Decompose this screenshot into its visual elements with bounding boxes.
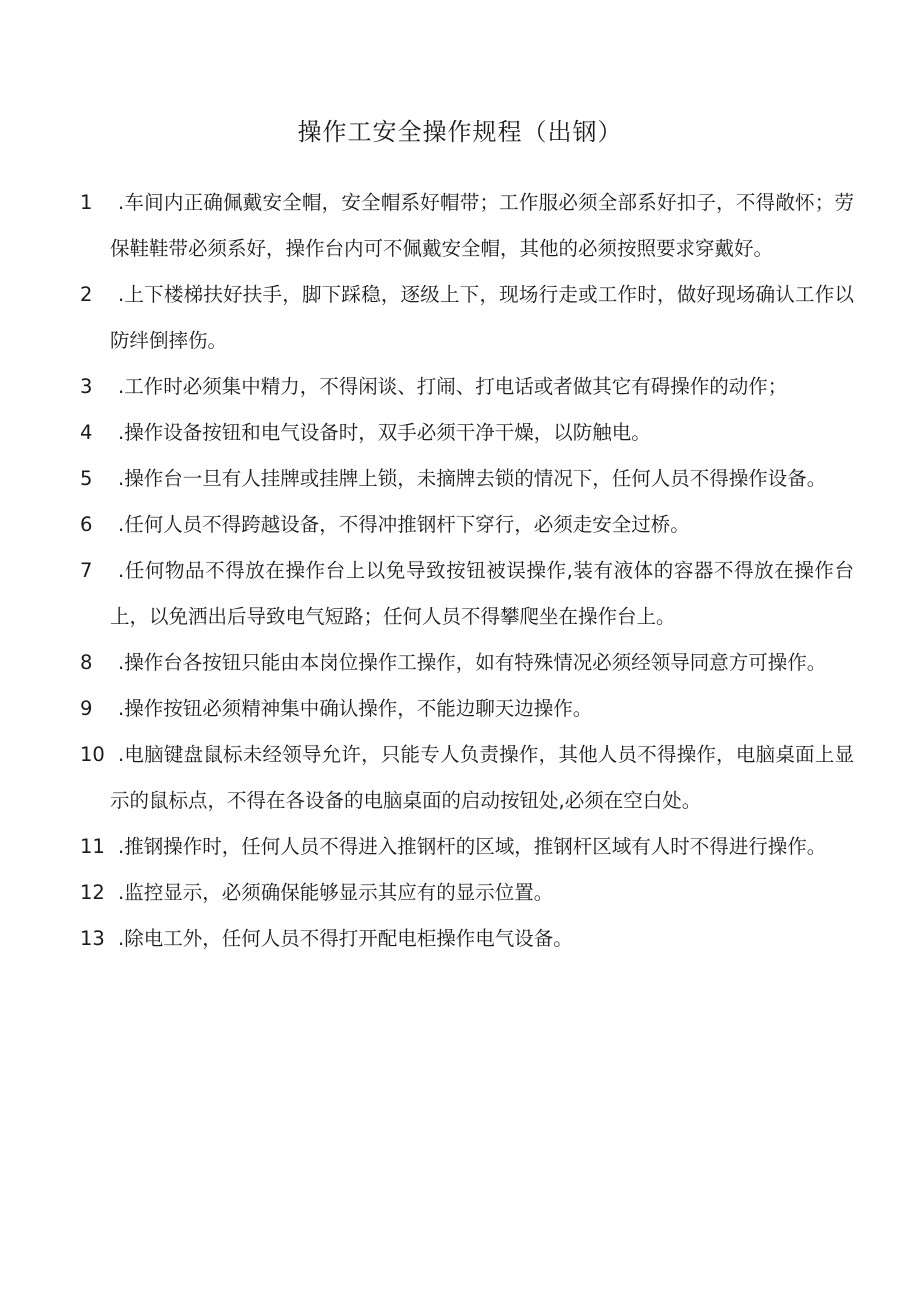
rule-item-5 [80, 456, 860, 502]
rule-text: .除电工外，任何人员不得打开配电柜操作电气设备。 [118, 927, 573, 950]
rule-item-1 [80, 180, 860, 272]
rule-number: 8 [80, 651, 93, 674]
rule-item-10 [80, 732, 860, 824]
rule-text: .监控显示，必须确保能够显示其应有的显示位置。 [118, 881, 554, 904]
rule-number: 13 [80, 927, 105, 950]
rule-number: 7 [80, 559, 93, 582]
rule-text: .操作台一旦有人挂牌或挂牌上锁，未摘牌去锁的情况下，任何人员不得操作设备。 [118, 467, 827, 490]
rule-text: .操作设备按钮和电气设备时，双手必须干净干燥，以防触电。 [118, 421, 651, 444]
rule-text: .任何物品不得放在操作台上以免导致按钮被误操作,装有液体的容器不得放在操作台上，以免洒出后导致电气短路；任何人员不得攀爬坐在操作台上。 [110, 559, 854, 628]
rule-item-3 [80, 364, 860, 410]
rule-item-12 [80, 870, 860, 916]
rule-number: 9 [80, 697, 93, 720]
rule-number: 10 [80, 743, 105, 766]
rule-text: .操作按钮必须精神集中确认操作，不能边聊天边操作。 [118, 697, 593, 720]
rule-text: .推钢操作时，任何人员不得进入推钢杆的区域，推钢杆区域有人时不得进行操作。 [118, 835, 827, 858]
rules-list [80, 180, 860, 962]
rule-item-8 [80, 640, 860, 686]
rule-number: 4 [80, 421, 93, 444]
rule-number: 11 [80, 835, 105, 858]
rule-item-11 [80, 824, 860, 870]
rule-number: 12 [80, 881, 105, 904]
rule-text: .操作台各按钮只能由本岗位操作工操作，如有特殊情况必须经领导同意方可操作。 [118, 651, 827, 674]
rule-item-2 [80, 272, 860, 364]
rule-number: 3 [80, 375, 93, 398]
rule-item-6 [80, 502, 860, 548]
rule-text: .电脑键盘鼠标未经领导允许，只能专人负责操作，其他人员不得操作，电脑桌面上显示的鼠标点，不得在各设备的电脑桌面的启动按钮处,必须在空白处。 [110, 743, 854, 812]
rule-item-7 [80, 548, 860, 640]
rule-item-9 [80, 686, 860, 732]
rule-number: 2 [80, 283, 93, 306]
rule-text: .车间内正确佩戴安全帽，安全帽系好帽带；工作服必须全部系好扣子，不得敞怀；劳保鞋鞋带必须系好，操作台内可不佩戴安全帽，其他的必须按照要求穿戴好。 [110, 191, 854, 260]
rule-item-4 [80, 410, 860, 456]
rule-text: .上下楼梯扶好扶手，脚下踩稳，逐级上下，现场行走或工作时，做好现场确认工作以防绊倒摔伤。 [110, 283, 854, 352]
page-title: 操作工安全操作规程（出钢） [297, 118, 623, 146]
rule-number: 6 [80, 513, 93, 536]
rule-text: .任何人员不得跨越设备，不得冲推钢杆下穿行，必须走安全过桥。 [118, 513, 690, 536]
rule-number: 1 [80, 191, 93, 214]
rule-text: .工作时必须集中精力，不得闲谈、打闹、打电话或者做其它有碍操作的动作； [118, 375, 788, 398]
rule-number: 5 [80, 467, 93, 490]
rule-item-13 [80, 916, 860, 962]
